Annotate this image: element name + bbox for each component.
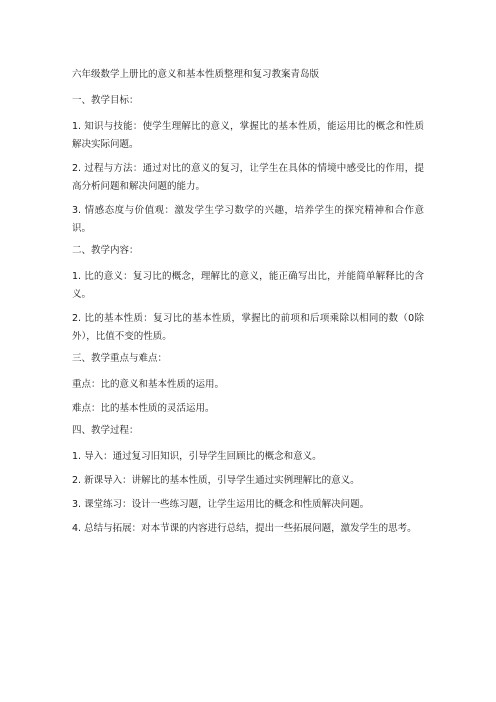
section-heading: 四、教学过程： (72, 425, 139, 436)
list-item: 3. 情感态度与价值观：激发学生学习数学的兴趣，培养学生的探究精神和合作意识。 (72, 205, 424, 234)
section-heading: 二、教学内容： (72, 245, 139, 256)
list-item: 3. 课堂练习：设计一些练习题，让学生运用比的概念和性质解决问题。 (72, 499, 370, 510)
section-process (72, 424, 424, 538)
section-heading: 三、教学重点与难点： (72, 353, 168, 364)
list-item: 2. 过程与方法：通过对比的意义的复习，让学生在具体的情境中感受比的作用，提高分析问题和解决问题的能力。 (72, 163, 424, 192)
list-item: 难点：比的基本性质的灵活运用。 (72, 403, 215, 414)
list-item: 1. 比的意义：复习比的概念，理解比的意义，能正确写出比，并能简单解释比的含义。 (72, 271, 424, 300)
section-content (72, 244, 424, 346)
list-item: 重点：比的意义和基本性质的运用。 (72, 379, 225, 390)
list-item: 1. 知识与技能：使学生理解比的意义，掌握比的基本性质，能运用比的概念和性质解决实际问题。 (72, 121, 424, 150)
section-heading: 一、教学目标： (72, 95, 139, 106)
document-title: 六年级数学上册比的意义和基本性质整理和复习教案青岛版 (72, 69, 320, 80)
section-objectives (72, 94, 424, 238)
list-item: 4. 总结与拓展：对本节课的内容进行总结，提出一些拓展问题，激发学生的思考。 (72, 523, 417, 534)
list-item: 2. 新课导入：讲解比的基本性质，引导学生通过实例理解比的意义。 (72, 475, 360, 486)
list-item: 1. 导入：通过复习旧知识，引导学生回顾比的概念和意义。 (72, 451, 322, 462)
section-key-points (72, 352, 424, 418)
list-item: 2. 比的基本性质：复习比的基本性质，掌握比的前项和后项乘除以相同的数（0除外），比值不变的性质。 (72, 313, 424, 342)
